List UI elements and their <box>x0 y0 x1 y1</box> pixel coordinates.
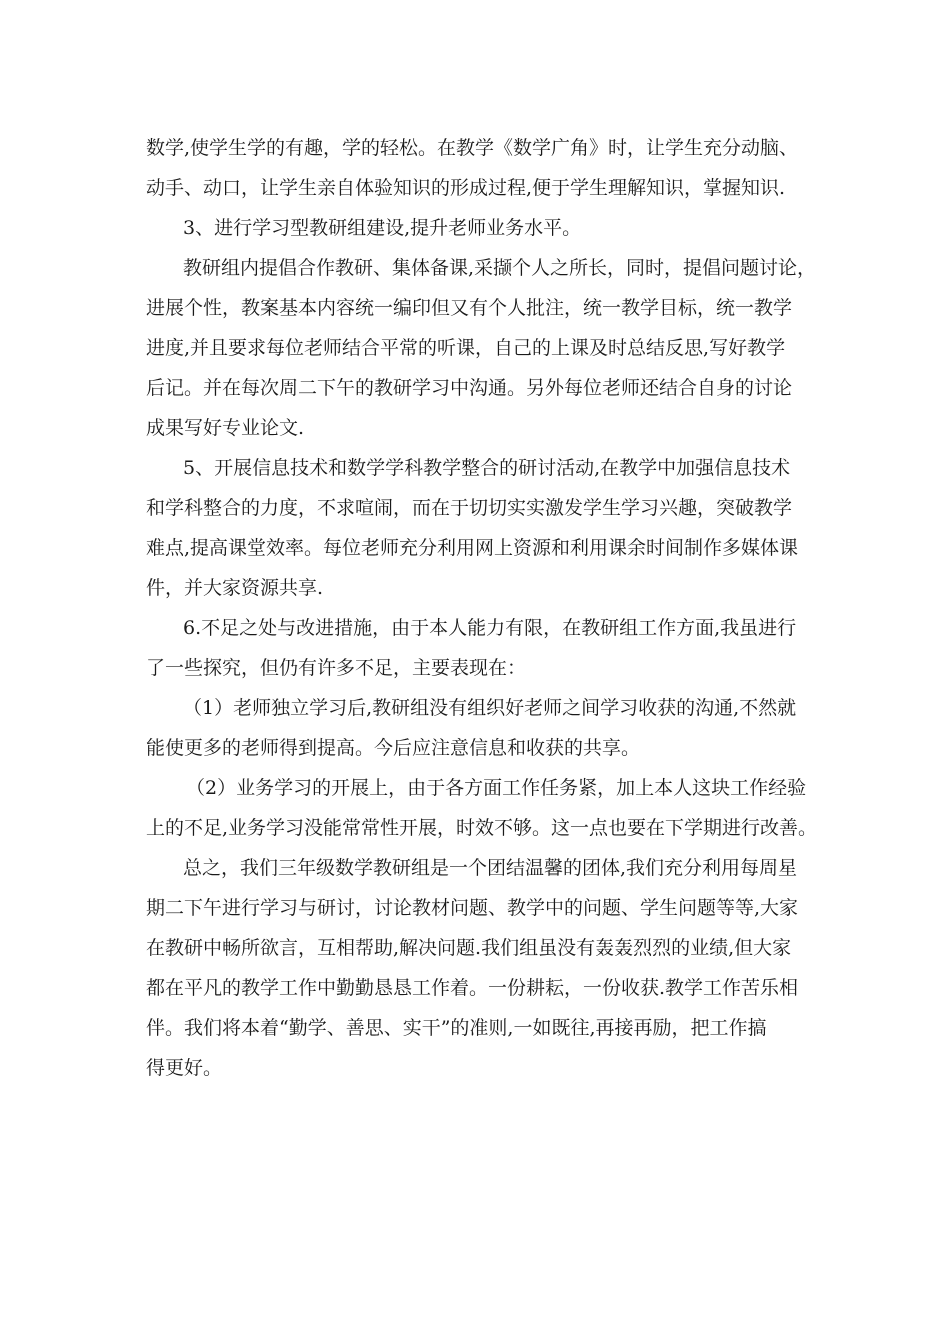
text-line: 和学科整合的力度，不求喧闹，而在于切切实实激发学生学习兴趣，突破教学 <box>146 497 793 519</box>
document-body <box>146 128 826 1088</box>
section-heading: 3、进行学习型教研组建设,提升老师业务水平。 <box>183 217 582 239</box>
text-line: 了一些探究，但仍有许多不足，主要表现在： <box>146 657 527 679</box>
text-line: 伴。我们将本着“勤学、善思、实干”的准则,一如既往,再接再励，把工作搞 <box>146 1017 767 1039</box>
text-line: 得更好。 <box>146 1057 223 1079</box>
text-line: 都在平凡的教学工作中勤勤恳恳工作着。一份耕耘，一份收获.教学工作苦乐相 <box>146 977 799 999</box>
paragraph-start: （2）业务学习的开展上，由于各方面工作任务紧，加上本人这块工作经验 <box>186 777 807 799</box>
paragraph-start: 教研组内提倡合作教研、集体备课,采撷个人之所长，同时，提倡问题讨论， <box>183 257 817 279</box>
text-line: 难点,提高课堂效率。每位老师充分利用网上资源和利用课余时间制作多媒体课 <box>146 537 799 559</box>
text-line: 进展个性，教案基本内容统一编印但又有个人批注，统一教学目标，统一教学 <box>146 297 793 319</box>
text-line: 后记。并在每次周二下午的教研学习中沟通。另外每位老师还结合自身的讨论 <box>146 377 793 399</box>
text-line: 件，并大家资源共享. <box>146 577 324 599</box>
text-line: 能使更多的老师得到提高。今后应注意信息和收获的共享。 <box>146 737 641 759</box>
text-line: 进度,并且要求每位老师结合平常的听课，自己的上课及时总结反思,写好教学 <box>146 337 786 359</box>
text-line: 数学,使学生学的有趣，学的轻松。在教学《数学广角》时，让学生充分动脑、 <box>146 137 799 159</box>
paragraph-start: （1）老师独立学习后,教研组没有组织好老师之间学习收获的沟通,不然就 <box>183 697 797 719</box>
text-line: 期二下午进行学习与研讨，讨论教材问题、教学中的问题、学生问题等等,大家 <box>146 897 799 919</box>
paragraph-start: 总之，我们三年级数学教研组是一个团结温馨的团体,我们充分利用每周星 <box>183 857 798 879</box>
text-line: 在教研中畅所欲言，互相帮助,解决问题.我们组虽没有轰轰烈烈的业绩,但大家 <box>146 937 792 959</box>
text-line: 动手、动口，让学生亲自体验知识的形成过程,便于学生理解知识，掌握知识. <box>146 177 786 199</box>
text-line: 成果写好专业论文. <box>146 417 305 439</box>
paragraph-start: 6.不足之处与改进措施，由于本人能力有限，在教研组工作方面,我虽进行 <box>183 617 797 639</box>
paragraph-start: 5、开展信息技术和数学学科教学整合的研讨活动,在教学中加强信息技术 <box>183 457 791 479</box>
text-line: 上的不足,业务学习没能常常性开展，时效不够。这一点也要在下学期进行改善。 <box>146 817 818 839</box>
